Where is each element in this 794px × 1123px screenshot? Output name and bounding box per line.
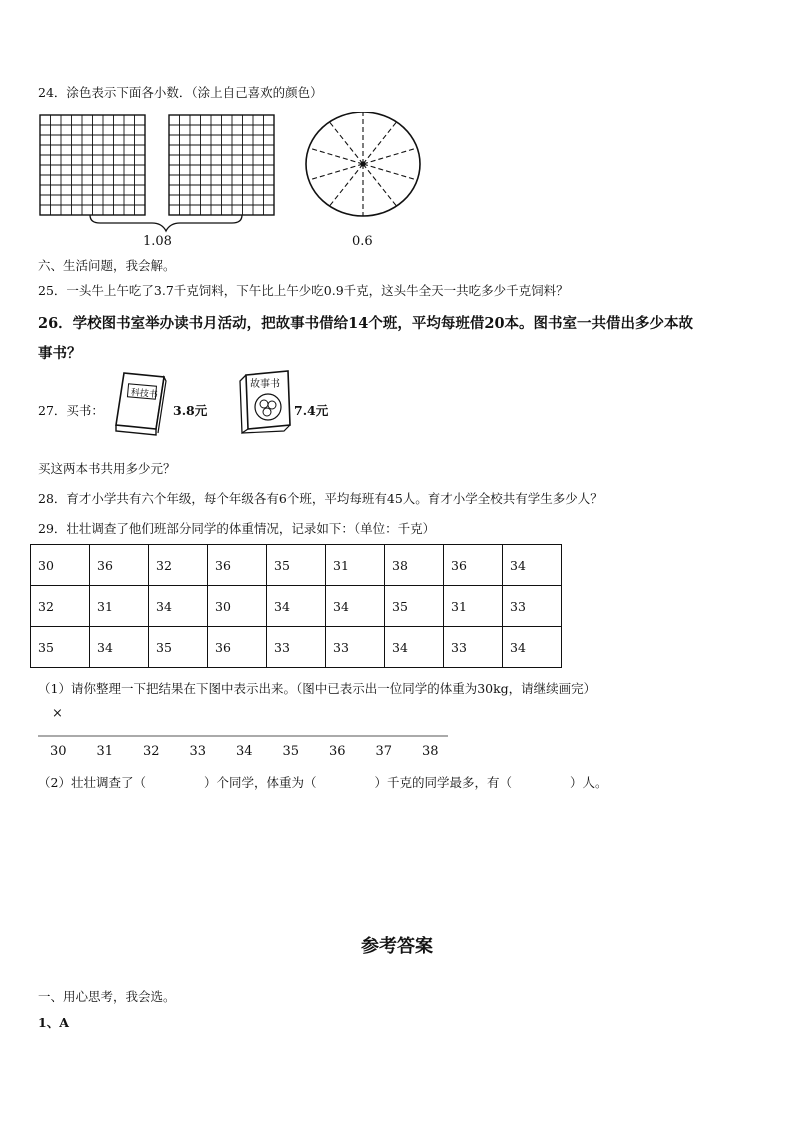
- table-cell: 36: [208, 545, 267, 586]
- hundred-grid-left: [40, 115, 145, 215]
- q27-prefix: 27．买书：: [38, 403, 104, 418]
- q26-line-2: 事书？: [38, 345, 82, 362]
- table-cell: 35: [149, 627, 208, 668]
- table-row: [31, 627, 562, 668]
- table-cell: 31: [90, 586, 149, 627]
- number-line-tick-label: 38: [422, 744, 439, 759]
- book1-price: 3.8元: [173, 403, 208, 418]
- story-book-title: 故事书: [250, 379, 280, 390]
- table-cell: 34: [149, 586, 208, 627]
- table-cell: 35: [31, 627, 90, 668]
- answers-section-1: 一、用心思考，我会选。: [38, 989, 176, 1004]
- part2-text-d: ）人。: [570, 775, 608, 790]
- q28-text: 28．育才小学共有六个年级，每个年级各有6个班，平均每班有45人。育才小学全校共有学生多少人？: [38, 491, 603, 506]
- table-cell: 32: [31, 586, 90, 627]
- number-line-tick-label: 32: [143, 744, 160, 759]
- number-line-tick-label: 35: [282, 744, 300, 759]
- answers-title: 参考答案: [361, 936, 433, 957]
- grid-value-label: 1.08: [143, 234, 172, 249]
- q29-part-2: [38, 773, 608, 791]
- q29-text: 29．壮壮调查了他们班部分同学的体重情况，记录如下：（单位：千克）: [38, 521, 436, 536]
- table-cell: 31: [444, 586, 503, 627]
- number-line-tick-label: 30: [50, 744, 67, 759]
- science-book-icon: [108, 367, 172, 437]
- circle-value-label: 0.6: [352, 234, 373, 249]
- number-line-tick-label: 37: [375, 744, 393, 759]
- table-cell: 34: [267, 586, 326, 627]
- story-book-icon: [234, 367, 296, 435]
- table-cell: 36: [444, 545, 503, 586]
- number-line: [38, 730, 458, 742]
- table-cell: 30: [31, 545, 90, 586]
- table-cell: 34: [503, 545, 562, 586]
- number-line-tick-label: 36: [329, 744, 346, 759]
- weight-data-table: [30, 544, 562, 668]
- q26-line-1: 26．学校图书室举办读书月活动，把故事书借给14个班，平均每班借20本。图书室一共借出多少本故: [38, 315, 694, 332]
- first-data-mark: ×: [52, 706, 63, 721]
- table-row: [31, 545, 562, 586]
- table-cell: 33: [326, 627, 385, 668]
- q24-figures: [38, 112, 438, 252]
- book2-price: 7.4元: [294, 403, 329, 418]
- table-cell: 34: [503, 627, 562, 668]
- table-cell: 32: [149, 545, 208, 586]
- table-cell: 30: [208, 586, 267, 627]
- table-cell: 33: [444, 627, 503, 668]
- part2-text-c: ）千克的同学最多，有（: [374, 775, 512, 790]
- table-cell: 31: [326, 545, 385, 586]
- answer-1: 1、A: [38, 1015, 69, 1030]
- table-cell: 33: [503, 586, 562, 627]
- science-book-title: 科技书: [130, 388, 159, 401]
- table-cell: 34: [326, 586, 385, 627]
- hundred-grid-right: [169, 115, 274, 215]
- q24-text: 24．涂色表示下面各小数．（涂上自己喜欢的颜色）: [38, 85, 323, 100]
- table-cell: 35: [385, 586, 444, 627]
- table-row: [31, 586, 562, 627]
- table-cell: 36: [208, 627, 267, 668]
- q25-text: 25．一头牛上午吃了3.7千克饲料，下午比上午少吃0.9千克，这头牛全天一共吃多少千克饲料？: [38, 283, 569, 298]
- table-cell: 34: [385, 627, 444, 668]
- number-line-tick-label: 33: [189, 744, 207, 759]
- circle-figure: [306, 112, 420, 216]
- table-cell: 38: [385, 545, 444, 586]
- number-line-tick-label: 34: [236, 744, 253, 759]
- table-cell: 35: [267, 545, 326, 586]
- part2-text-b: ）个同学，体重为（: [203, 775, 317, 790]
- grouping-brace: [90, 215, 242, 231]
- table-cell: 34: [90, 627, 149, 668]
- table-cell: 36: [90, 545, 149, 586]
- number-line-tick-label: 31: [96, 744, 114, 759]
- section-6-heading: 六、生活问题，我会解。: [38, 258, 176, 273]
- q27-question: 买这两本书共用多少元？: [38, 461, 176, 476]
- part2-text-a: （2）壮壮调查了（: [38, 775, 146, 790]
- table-cell: 33: [267, 627, 326, 668]
- q29-part-1: （1）请你整理一下把结果在下图中表示出来。（图中已表示出一位同学的体重为30kg，请继续画完）: [38, 681, 597, 696]
